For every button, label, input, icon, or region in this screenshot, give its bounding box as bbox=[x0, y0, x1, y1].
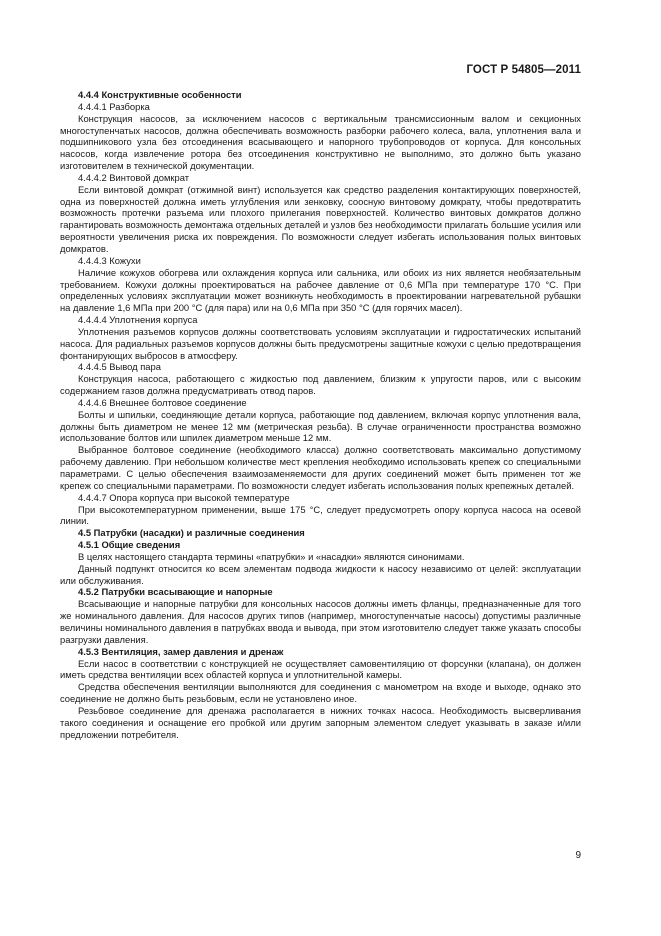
section-heading: 4.5 Патрубки (насадки) и различные соединения bbox=[78, 527, 305, 539]
paragraph: 4.4.4.4 Уплотнения корпуса bbox=[78, 314, 198, 326]
paragraph: 4.4.4.5 Вывод пара bbox=[78, 361, 161, 373]
paragraph: Наличие кожухов обогрева или охлаждения корпуса или сальника, или обоих из них является необязательным требованием. Кожухи должны проектироваться на рабочее давление от 0,6 МПа при температуре 170 °С. При определенных условиях эксплуатации может возникнуть необходимость в проектировании нагревательной рубашки на давление 1,6 МПа при 200 °С (для пара) или на 0,6 МПа при 350 °С (для горячих масел). bbox=[60, 266, 581, 314]
paragraph: 4.4.4.1 Разборка bbox=[78, 100, 150, 112]
paragraph: Если винтовой домкрат (отжимной винт) используется как средство разделения контактирующих поверхностей, одна из поверхностей должна иметь углубления или зенковку, соосную винтовому домкрату, чтобы предотвратить возможность протечки разъема или плохого прилегания поверхностей. Количество винтовых домкратов должно гарантировать возможность демонтажа отдельных деталей и узлов без необходимости прилагать большие усилия или вероятности увеличения риска их повреждения. По возможности следует избегать использования полых винтовых домкратов. bbox=[60, 183, 581, 254]
section-heading: 4.4.4 Конструктивные особенности bbox=[78, 89, 242, 100]
paragraph: Выбранное болтовое соединение (необходимого класса) должно соответствовать максимально допустимому рабочему давлению. При небольшом количестве мест крепления необходимо использовать крепеж со специальными параметрами. С целью обеспечения взаимозаменяемости для других соединений может быть применен тот же крепеж со специальными параметрами. По возможности следует избегать использования полых крепежных деталей. bbox=[60, 444, 581, 491]
section-heading: 4.5.1 Общие сведения bbox=[78, 539, 181, 551]
paragraph: Если насос в соответствии с конструкцией не осуществляет самовентиляцию от форсунки (клапана), он должен иметь средства вентиляции всех областей корпуса и уплотнительной камеры. bbox=[60, 657, 581, 681]
section-heading: 4.5.3 Вентиляция, замер давления и дренаж bbox=[78, 645, 284, 657]
paragraph: Всасывающие и напорные патрубки для консольных насосов должны иметь фланцы, предназначенные для того же номинального давления. Для насосов других типов (например, многоступенчатые насосы) допустимы различные величины номинального давления в патрубках ввода и вывода, при этом изготовителю следует также указать способы разгрузки давления. bbox=[60, 598, 581, 645]
paragraph: При высокотемпературном применении, выше 175 °С, следует предусмотреть опору корпуса насоса на осевой линии. bbox=[60, 503, 581, 527]
paragraph: Болты и шпильки, соединяющие детали корпуса, работающие под давлением, включая корпус уплотнения вала, должны быть диаметром не менее 12 мм (метрическая резьба). В случае ограниченности пространства возможно использование болтов или шпилек диаметром меньше 12 мм. bbox=[60, 408, 581, 444]
page-number: 9 bbox=[575, 850, 581, 861]
paragraph: Конструкция насосов, за исключением насосов с вертикальным трансмиссионным валом и секционных многоступенчатых насосов, должна обеспечивать возможность разборки рабочего колеса, вала, уплотнения вала и подшипникового узла без отсоединения всасывающего и напорного трубопроводов от корпуса. Для консольных насосов, когда извлечение ротора без отсоединения конструктивно не выполнимо, это должно быть указано изготовителем в технической документации. bbox=[60, 112, 581, 172]
paragraph: 4.4.4.7 Опора корпуса при высокой температуре bbox=[78, 491, 290, 503]
section-heading: 4.5.2 Патрубки всасывающие и напорные bbox=[78, 586, 273, 598]
paragraph: Конструкция насоса, работающего с жидкостью под давлением, близким к упругости паров, или с высоким содержанием газов должна предусматривать отвод паров. bbox=[60, 373, 581, 397]
paragraph: 4.4.4.2 Винтовой домкрат bbox=[78, 171, 190, 183]
document-body bbox=[60, 89, 581, 740]
paragraph: Средства обеспечения вентиляции выполняются для соединения с манометром на входе и выходе, однако это соединение не должно быть резьбовым, если не установлено иное. bbox=[60, 681, 581, 705]
document-code: ГОСТ Р 54805—2011 bbox=[466, 64, 581, 76]
paragraph: 4.4.4.6 Внешнее болтовое соединение bbox=[78, 396, 247, 408]
paragraph: 4.4.4.3 Кожухи bbox=[78, 254, 141, 266]
paragraph: Резьбовое соединение для дренажа располагается в нижних точках насоса. Необходимость высверливания такого соединения и оснащение его пробкой или другим запорным элементом следует указывать в заказе и/или предложении потребителя. bbox=[60, 704, 581, 740]
paragraph: Уплотнения разъемов корпусов должны соответствовать условиям эксплуатации и гидростатических испытаний насоса. Для радиальных разъемов корпусов должны быть предусмотрены защитные кожухи с целью предотвращения фонтанирующих выбросов в атмосферу. bbox=[60, 325, 581, 361]
paragraph: Данный подпункт относится ко всем элементам подвода жидкости к насосу независимо от целей: эксплуатации или обслуживания. bbox=[60, 562, 581, 586]
paragraph: В целях настоящего стандарта термины «патрубки» и «насадки» являются синонимами. bbox=[78, 550, 465, 562]
